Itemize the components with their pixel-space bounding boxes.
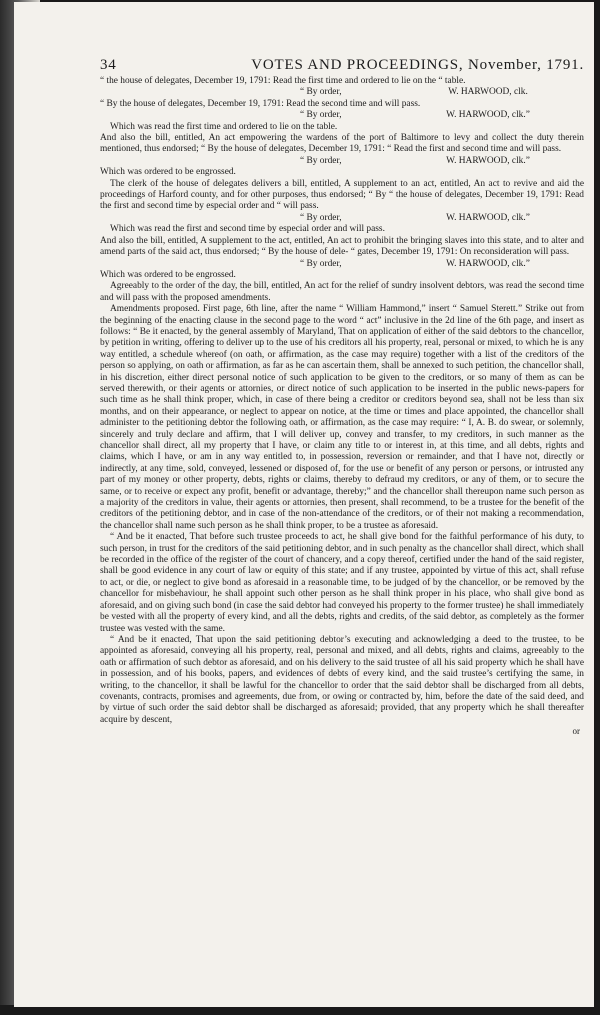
by-order-text: “ By order, [300, 110, 342, 121]
running-header [100, 56, 584, 74]
by-order-text: “ By order, [300, 87, 342, 98]
signature-line [100, 259, 584, 270]
paragraph: Which was read the first and second time by especial order and will pass. [110, 224, 385, 235]
running-title: VOTES AND PROCEEDINGS, November, 1791. [251, 57, 584, 73]
clerk-signature: W. HARWOOD, clk.” [446, 258, 530, 269]
page-content [100, 56, 584, 737]
signature-line [100, 213, 584, 224]
clerk-signature: W. HARWOOD, clk.” [446, 155, 530, 166]
paragraph: Which was ordered to be engrossed. [100, 167, 236, 178]
by-order-text: “ By order, [300, 155, 342, 166]
paragraph: Agreeably to the order of the day, the bill, entitled, An act for the relief of sundry insolvent debtors, was read the second time and will pass with the proposed amendments. [100, 281, 584, 303]
paragraph: Amendments proposed. First page, 6th line, after the name “ William Hammond,” insert “ Samuel Sterett.” Strike out from the beginning of the enacting clause in the second page to the word “ act” inclusive in the 2d line of the 6th page, and insert as follows: “ Be it enacted, by the general assembly of Maryland, That on application of either of the said debtors to the chancellor, by petition in writing, offering to deliver up to the use of his creditors all his property, real, personal or mixed, to which he is any way entitled, a schedule whereof (on oath, or affirmation, as the case may require) together with a list of the creditors of the person so applying, on oath or affirmation, as far as he can ascertain them, shall be annexed to such petition, the chancellor shall, in his discretion, either direct personal notice of such application to be given to the creditors, or so many of them as can be served therewith, or their agents or attornies, or direct notice of such application to be inserted in the public news-papers for such time as he shall think proper, which, in case of there being a creditor or creditors beyond sea, shall not be less than six months, and on their appearance, or neglect to appear on notice, at the time or times and place appointed, the chancellor shall administer to the petitioning debtor the following oath, or affirmation, as the case may require: “ I, A. B. do swear, or solemnly, sincerely and truly declare and affirm, that I will deliver up, convey and transfer, to my creditors, in such manner as the chancellor shall direct, all my property that I have, or claim any title to or interest in, at this time, and all debts, rights and claims, which I have, or am in any way entitled to, in possession, reversion or remainder, and that I have not, directly or indirectly, at any time, sold, conveyed, lessened or disposed of, for the use or benefit of any person or persons, or intrusted any part of my money or other property, debts, rights or claims, thereby to defraud my creditors, or any of them, or to secure the same, or to receive or expect any profit, benefit or advantage, thereby;” and the chancellor shall thereupon name such person as a majority of the creditors in value, their agents or attornies, then present, shall recommend, to be a trustee for the benefit of the creditors of the petitioning debtor, and in case of the non-attendance of the creditors, or of their not making a recommendation, the chancellor shall name such person as he shall think proper, to be a trustee as aforesaid. [100, 304, 584, 531]
signature-line [100, 156, 584, 167]
clerk-signature: W. HARWOOD, clk.” [446, 212, 530, 223]
paragraph: Which was read the first time and ordered to lie on the table. [110, 121, 338, 132]
page-number: 34 [100, 57, 117, 73]
signature-line [100, 110, 584, 121]
paragraph: “ And be it enacted, That upon the said petitioning debtor’s executing and acknowledging a deed to the trustee, to be appointed as aforesaid, conveying all his property, real, personal and mixed, and all debts, rights and claims, agreeably to the oath or affirmation of such debtor as aforesaid, and on his delivery to the said trustee of all his said property which he shall have in possession, and of his books, papers, and evidences of debts of every kind, and the said trustee’s certifying the same, in writing, to the chancellor, it shall be lawful for the chancellor to order that the said debtor shall be discharged from all debts, covenants, contracts, promises and agreements, due from, or owing or contracted by, him, before the date of the said deed, and by virtue of such order the said debtor shall be discharged as aforesaid; provided, that any property which he shall thereafter acquire by descent, [100, 634, 584, 725]
paragraph: And also the bill, entitled, An act empowering the wardens of the port of Baltimore to levy and collect the duty therein mentioned, thus endorsed; “ By the house of delegates, December 19, 1791: “ Read the first and second time and will pass. [100, 133, 584, 155]
clerk-signature: W. HARWOOD, clk. [448, 87, 528, 98]
by-order-text: “ By order, [300, 258, 342, 269]
paragraph: “ By the house of delegates, December 19, 1791: Read the second time and will pass. [100, 98, 421, 109]
paragraph: “ the house of delegates, December 19, 1791: Read the first time and ordered to lie on the “ table. [100, 76, 466, 86]
text-body [100, 76, 584, 726]
paragraph: The clerk of the house of delegates delivers a bill, entitled, A supplement to an act, entitled, An act to revive and aid the proceedings of Harford county, and for other purposes, thus endorsed; “ By “ the house of delegates, December 19, 1791: Read the first and second time by especial order and “ will pass. [100, 178, 584, 212]
document-page [14, 2, 594, 1007]
catchword: or [572, 726, 580, 737]
paragraph: “ And be it enacted, That before such trustee proceeds to act, he shall give bond for the faithful performance of his duty, to such person, in trust for the creditors of the said petitioning debtor, and in such penalty as the chancellor shall direct, which shall be recorded in the office of the register of the court of chancery, and a copy thereof, certified under the hand of the said register, shall be good evidence in any court of law or equity of this state; and if any trustee, appointed by virtue of this act, shall refuse to act, or die, or neglect to give bond as aforesaid in a reasonable time, to be judged of by the chancellor, or be removed by the chancellor for misbehaviour, he shall appoint such other person as he shall think proper in his place, who shall give bond as aforesaid, and on giving such bond (in case the said debtor had conveyed his property to the former trustee) he shall immediately be vested with all the property of every kind, and all the debts, rights and credits, of the said debtor, as completely as the former trustee was vested with the same. [100, 532, 584, 634]
signature-line [100, 87, 584, 98]
paragraph: And also the bill, entitled, A supplement to the act, entitled, An act to prohibit the bringing slaves into this state, and to alter and amend parts of the said act, thus endorsed; “ By the house of dele- “ gates, December 19, 1791: On reconsideration will pass. [100, 235, 584, 258]
paragraph: Which was ordered to be engrossed. [100, 269, 236, 280]
clerk-signature: W. HARWOOD, clk.” [446, 110, 530, 121]
by-order-text: “ By order, [300, 212, 342, 223]
